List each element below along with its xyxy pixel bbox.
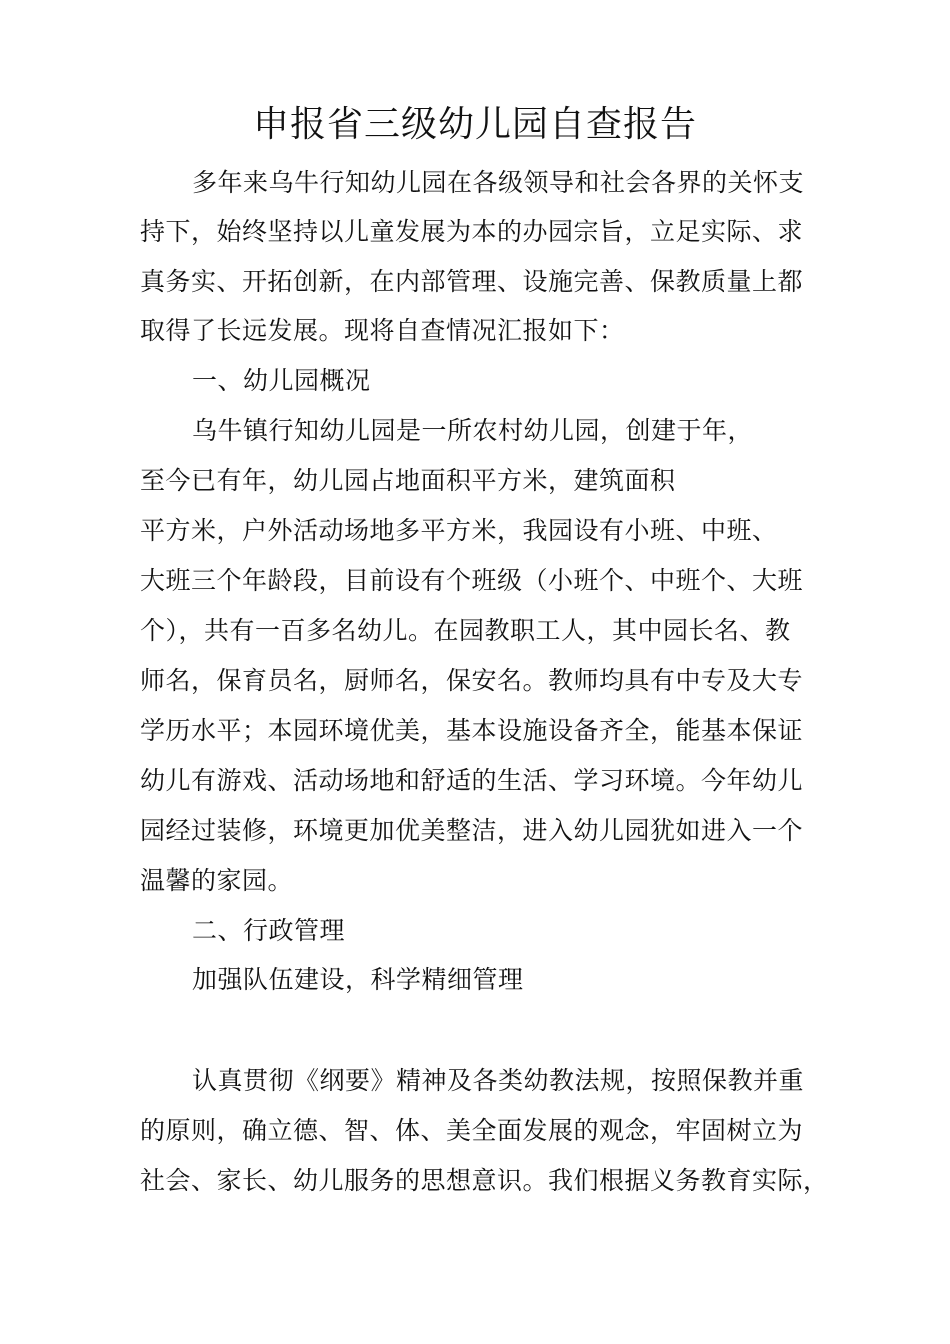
subsection-heading: 加强队伍建设，科学精细管理	[192, 965, 524, 994]
text-line: 师名，保育员名，厨师名，保安名。教师均具有中专及大专	[140, 666, 804, 695]
text-line: 大班三个年龄段，目前设有个班级（小班个、中班个、大班	[140, 566, 804, 595]
text-line: 多年来乌牛行知幼儿园在各级领导和社会各界的关怀支	[192, 168, 805, 197]
text-line: 温馨的家园。	[140, 866, 294, 895]
text-line: 取得了长远发展。现将自查情况汇报如下：	[140, 316, 625, 345]
section-heading: 一、幼儿园概况	[192, 366, 371, 395]
text-line: 真务实、开拓创新，在内部管理、设施完善、保教质量上都	[140, 267, 804, 296]
text-line: 社会、家长、幼儿服务的思想意识。我们根据义务教育实际，	[140, 1166, 829, 1195]
text-line: 园经过装修，环境更加优美整洁，进入幼儿园犹如进入一个	[140, 816, 804, 845]
text-line: 的原则，确立德、智、体、美全面发展的观念，牢固树立为	[140, 1116, 804, 1145]
text-line: 至今已有年，幼儿园占地面积平方米，建筑面积	[140, 466, 676, 495]
text-line: 认真贯彻《纲要》精神及各类幼教法规，按照保教并重	[192, 1066, 805, 1095]
text-line: 持下，始终坚持以儿童发展为本的办园宗旨，立足实际、求	[140, 217, 804, 246]
text-line: 学历水平；本园环境优美，基本设施设备齐全，能基本保证	[140, 716, 804, 745]
text-line: 个），共有一百多名幼儿。在园教职工人，其中园长名、教	[140, 616, 791, 645]
text-line: 平方米，户外活动场地多平方米，我园设有小班、中班、	[140, 516, 778, 545]
text-line: 幼儿有游戏、活动场地和舒适的生活、学习环境。今年幼儿	[140, 766, 804, 795]
section-heading: 二、行政管理	[192, 916, 346, 945]
text-line: 乌牛镇行知幼儿园是一所农村幼儿园，创建于年，	[192, 416, 754, 445]
document-title: 申报省三级幼儿园自查报告	[252, 104, 697, 145]
